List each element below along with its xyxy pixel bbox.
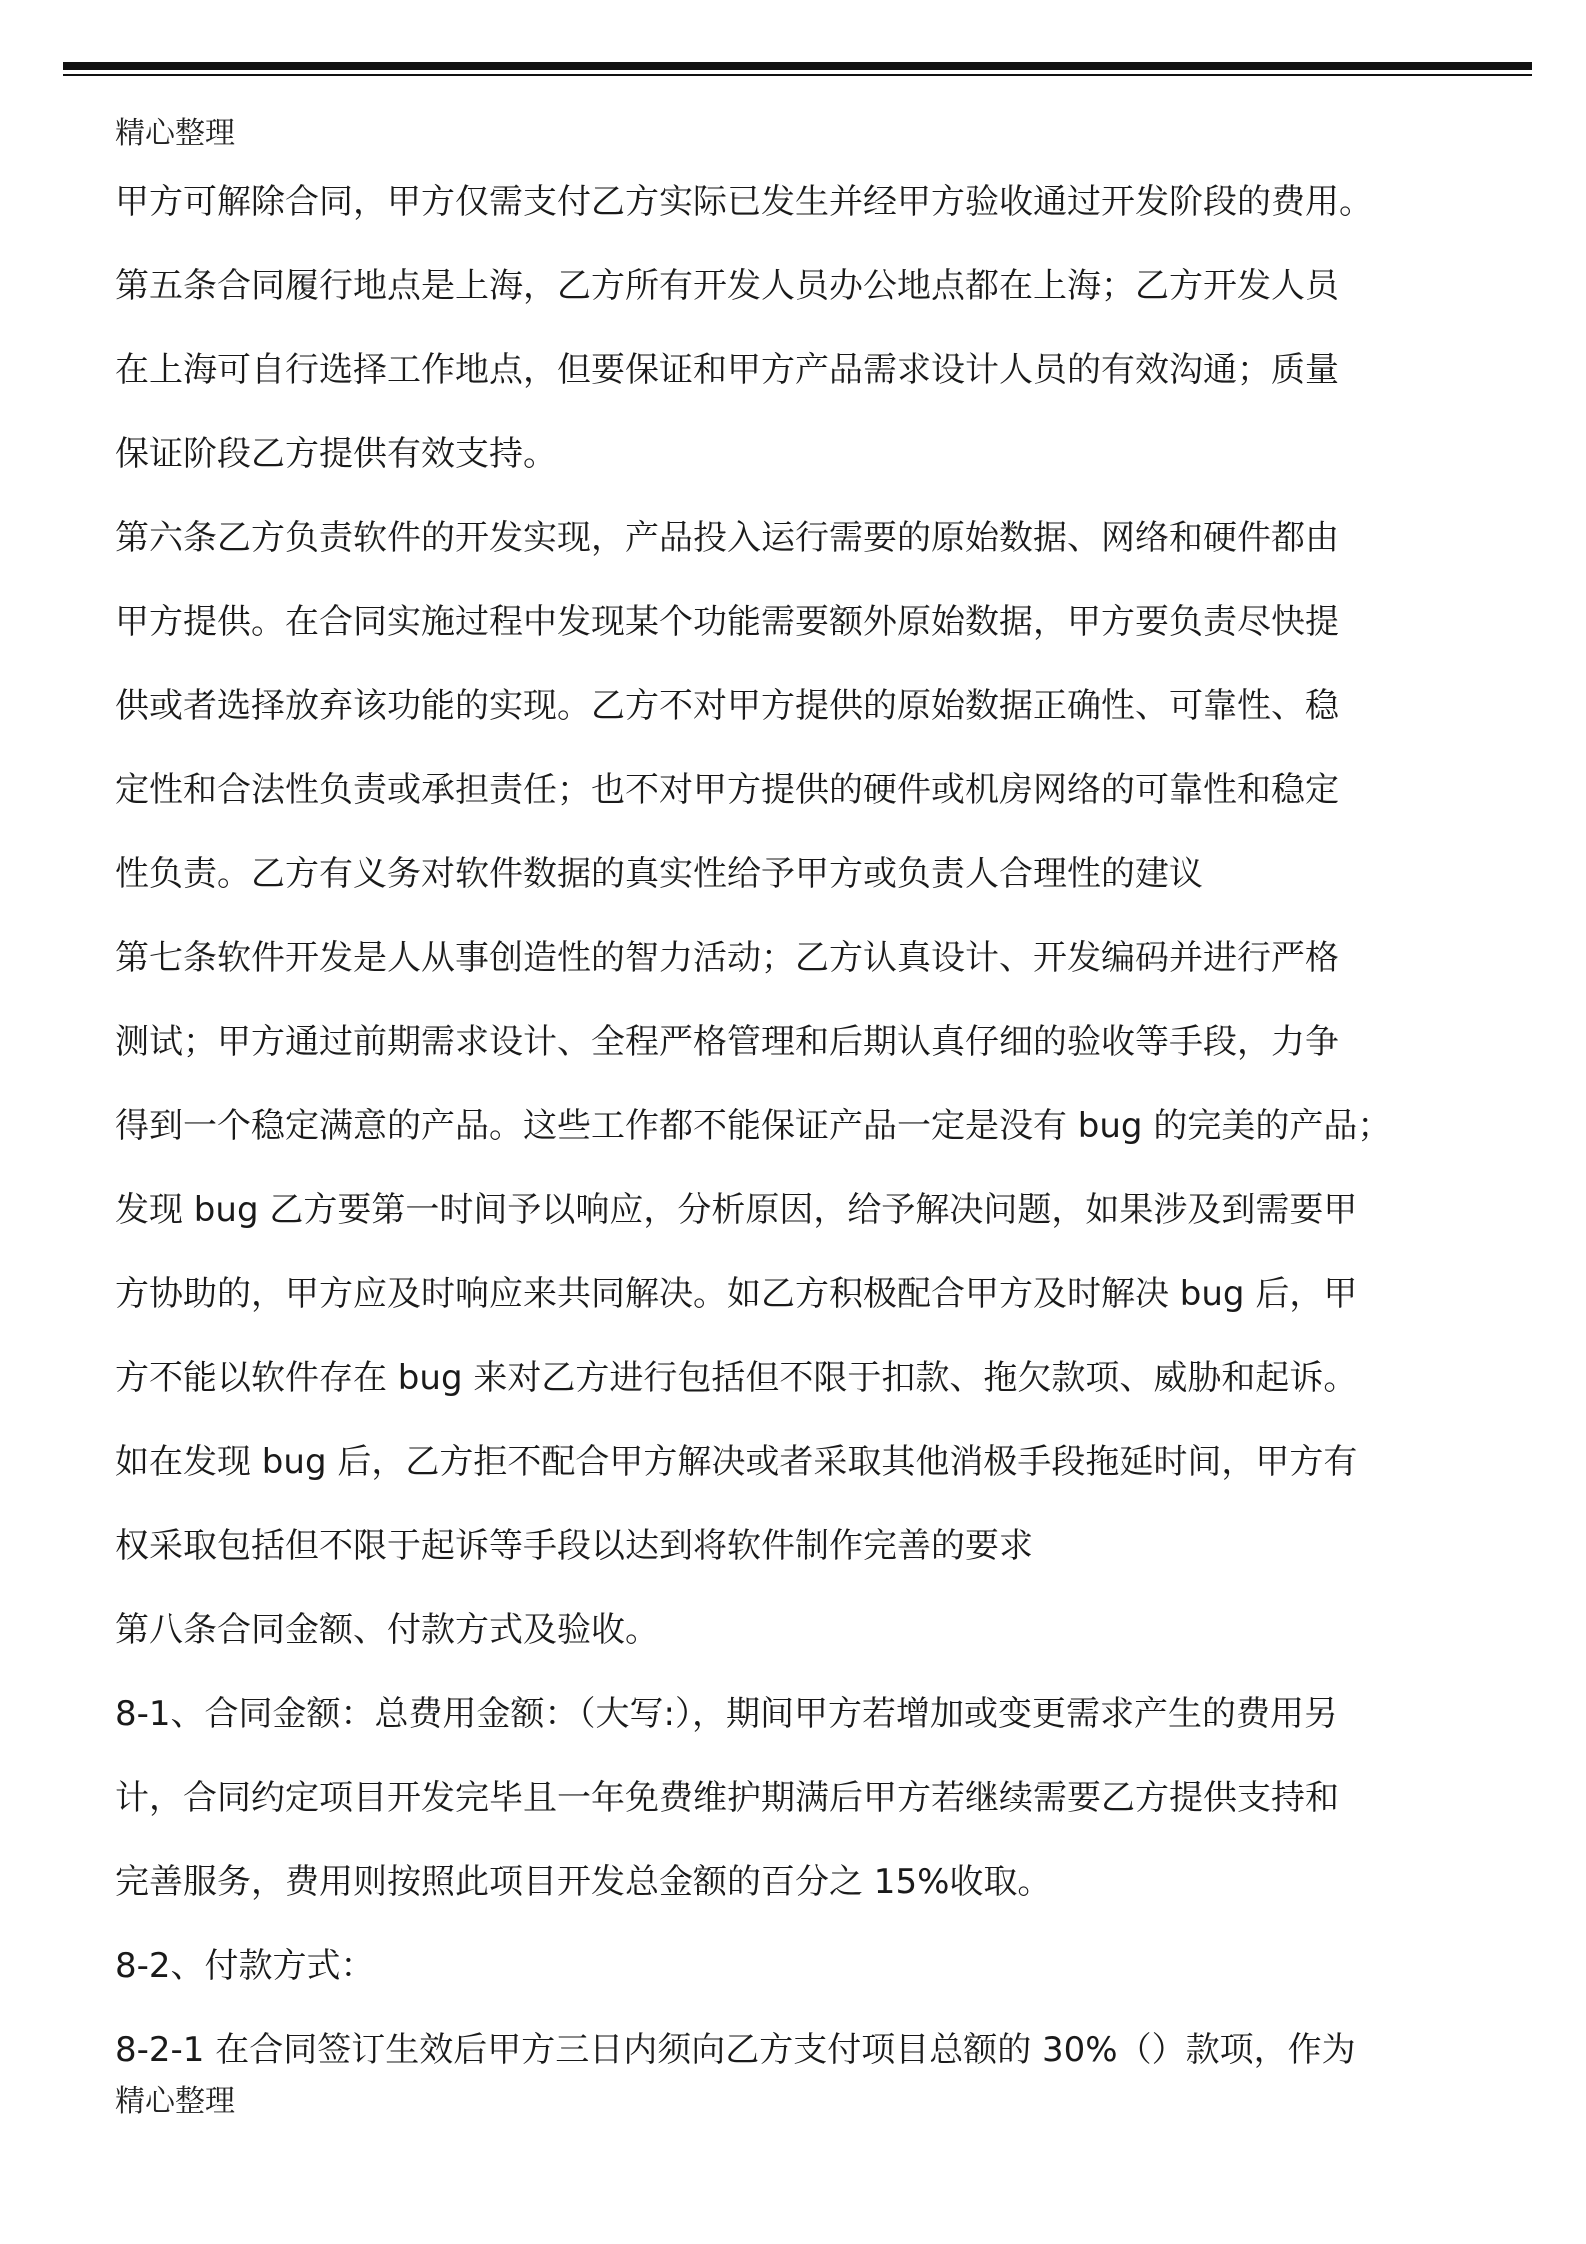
document-body: [115, 160, 1485, 2092]
header-rule-thick: [63, 62, 1532, 70]
footer-label: 精心整理: [115, 2084, 235, 2119]
text-line: 甲方可解除合同，甲方仅需支付乙方实际已发生并经甲方验收通过开发阶段的费用。: [115, 182, 1373, 222]
text-line: 在上海可自行选择工作地点，但要保证和甲方产品需求设计人员的有效沟通；质量: [115, 350, 1339, 390]
text-line: 第七条软件开发是人从事创造性的智力活动；乙方认真设计、开发编码并进行严格: [115, 938, 1339, 978]
text-line: 甲方提供。在合同实施过程中发现某个功能需要额外原始数据，甲方要负责尽快提: [115, 602, 1339, 642]
header-label: 精心整理: [115, 116, 235, 151]
text-line: 性负责。乙方有义务对软件数据的真实性给予甲方或负责人合理性的建议: [115, 854, 1203, 894]
text-line: 第六条乙方负责软件的开发实现，产品投入运行需要的原始数据、网络和硬件都由: [115, 518, 1339, 558]
text-line: 发现 bug 乙方要第一时间予以响应，分析原因，给予解决问题，如果涉及到需要甲: [115, 1190, 1358, 1230]
text-line: 方协助的，甲方应及时响应来共同解决。如乙方积极配合甲方及时解决 bug 后，甲: [115, 1274, 1358, 1314]
text-line: 保证阶段乙方提供有效支持。: [115, 434, 557, 474]
text-line: 如在发现 bug 后，乙方拒不配合甲方解决或者采取其他消极手段拖延时间，甲方有: [115, 1442, 1358, 1482]
text-line: 8-2-1 在合同签订生效后甲方三日内须向乙方支付项目总额的 30%（）款项，作为: [115, 2030, 1356, 2070]
text-line: 8-1、合同金额：总费用金额：（大写:），期间甲方若增加或变更需求产生的费用另: [115, 1694, 1338, 1734]
text-line: 测试；甲方通过前期需求设计、全程严格管理和后期认真仔细的验收等手段，力争: [115, 1022, 1339, 1062]
text-line: 完善服务，费用则按照此项目开发总金额的百分之 15%收取。: [115, 1862, 1052, 1902]
text-line: 计，合同约定项目开发完毕且一年免费维护期满后甲方若继续需要乙方提供支持和: [115, 1778, 1339, 1818]
header-rule-thin: [63, 74, 1532, 76]
text-line: 第五条合同履行地点是上海，乙方所有开发人员办公地点都在上海；乙方开发人员: [115, 266, 1339, 306]
text-line: 第八条合同金额、付款方式及验收。: [115, 1610, 659, 1650]
text-line: 定性和合法性负责或承担责任；也不对甲方提供的硬件或机房网络的可靠性和稳定: [115, 770, 1339, 810]
text-line: 8-2、付款方式：: [115, 1946, 375, 1986]
text-line: 方不能以软件存在 bug 来对乙方进行包括但不限于扣款、拖欠款项、威胁和起诉。: [115, 1358, 1358, 1398]
text-line: 权采取包括但不限于起诉等手段以达到将软件制作完善的要求: [115, 1526, 1033, 1566]
text-line: 供或者选择放弃该功能的实现。乙方不对甲方提供的原始数据正确性、可靠性、稳: [115, 686, 1339, 726]
text-line: 得到一个稳定满意的产品。这些工作都不能保证产品一定是没有 bug 的完美的产品；: [115, 1106, 1392, 1146]
